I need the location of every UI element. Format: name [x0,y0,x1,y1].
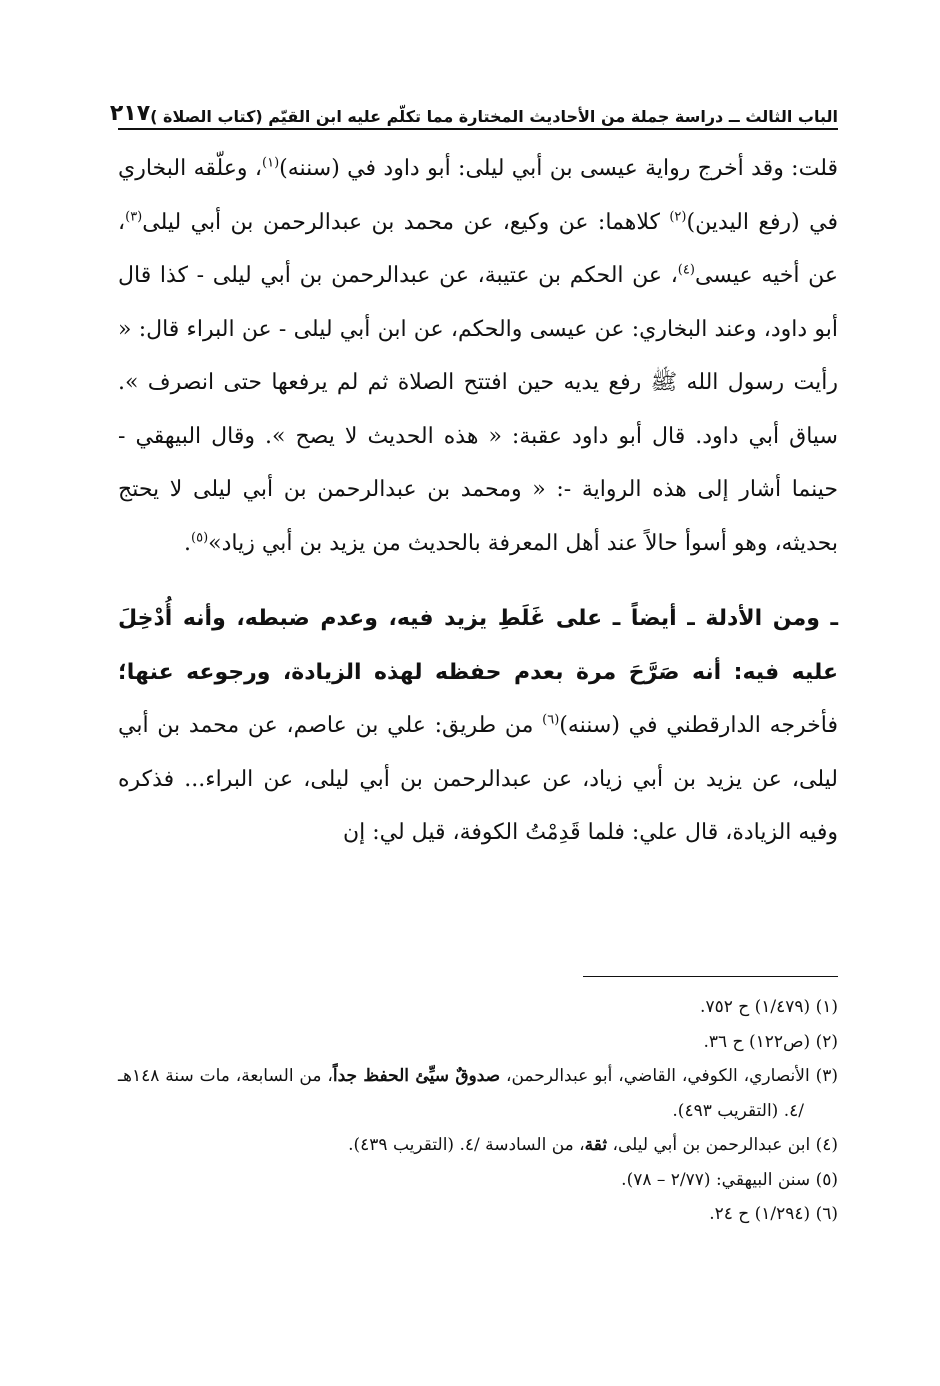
footnote-text: (٤) ابن عبدالرحمن بن أبي ليلى، [607,1135,838,1155]
text-span: . [184,530,192,556]
footnote-ref-6: (٦) [542,712,560,728]
paragraph-2 [118,592,838,860]
running-title: الباب الثالث ــ دراسة جملة من الأحاديث المختارة مما تكلّم عليه ابن القيّم (كتاب الصلاة ) [150,107,838,126]
text-span: كلاهما: عن وكيع، عن محمد بن عبدالرحمن بن أبي ليلى [142,209,670,235]
footnote-6: (٦) (١/٢٩٤) ح ٢٤. [709,1204,838,1224]
footnote-ref-3: (٣) [125,209,143,225]
footnote-2: (٢) (ص١٢٢) ح ٣٦. [703,1031,838,1052]
page-number: ٢١٧ [109,101,151,126]
text-span: من طريق: علي بن عاصم، عن محمد بن أبي ليلى، عن يزيد بن أبي زياد، عن عبدالرحمن بن أبي ليلى، عن البراء... فذكره وفيه الزيادة، قال علي: فلما قَدِمْتُ الكوفة، قيل لي: إن [118,713,838,845]
footnotes [118,990,838,1232]
footnote-1: (١) (١/٤٧٩) ح ٧٥٢. [700,997,838,1017]
text-span: ، عن الحكم بن عتيبة، عن عبدالرحمن بن أبي ليلى - كذا قال أبو داود، وعند البخاري: عن عيسى والحكم، عن ابن أبي ليلى - عن البراء قال: « رأيت رسول الله ﷺ رفع يديه حين افتتح الصلاة ثم لم يرفعها حتى انصرف ». سياق أبي داود. قال أبو داود عقبة: « هذه الحديث لا يصح ». وقال البيهقي - حينما أشار إلى هذه الرواية -: « ومحمد بن عبدالرحمن بن أبي ليلى لا يحتج بحديثه، وهو أسوأ حالاً عند أهل المعرفة بالحديث من يزيد بن أبي زياد» [118,263,838,556]
footnote-3 [118,1059,838,1128]
main-text [118,142,838,860]
paragraph-gap [118,570,838,592]
footnote-text: ، من السابعة، مات سنة ١٤٨هـ /٤. (التقريب ٤٩٣). [118,1066,804,1121]
text-span: فأخرجه الدارقطني في (سننه) [559,713,838,738]
footnote-ref-2: (٢) [669,209,687,225]
paragraph-1 [118,142,838,570]
footnote-ref-5: (٥) [191,530,209,546]
footnote-ref-1: (١) [262,155,280,171]
footnote-text: ، من السادسة /٤. (التقريب ٤٣٩). [348,1135,585,1155]
footnote-grade: ثقة [584,1135,608,1155]
footnote-text: (٣) الأنصاري، الكوفي، القاضي، أبو عبدالرحمن، [500,1066,838,1086]
footnote-5: (٥) سنن البيهقي: (٢/٧٧ – ٧٨). [621,1169,838,1190]
footnote-4 [118,1128,838,1163]
footnote-ref-4: (٤) [677,262,695,278]
text-span: ، عن أخيه عيسى [118,209,838,288]
text-span: قلت: وقد أخرج رواية عيسى بن أبي ليلى: أبو داود في (سننه) [279,156,838,181]
text-span: ، وعلّقه البخاري في (رفع اليدين) [118,156,839,235]
header-rule [118,128,838,130]
running-header [109,92,838,126]
footnote-grade: صدوقٌ سيِّئ الحفظ جداً [332,1066,501,1086]
footnote-separator [583,976,838,977]
bold-heading-text: ـ ومن الأدلة ـ أيضاً ـ على غَلَطِ يزيد فيه، وعدم ضبطه، وأنه أُدْخِلَ عليه فيه: أنه صَرَّحَ مرة بعدم حفظه لهذه الزيادة، ورجوعه عنها؛ [118,606,838,685]
